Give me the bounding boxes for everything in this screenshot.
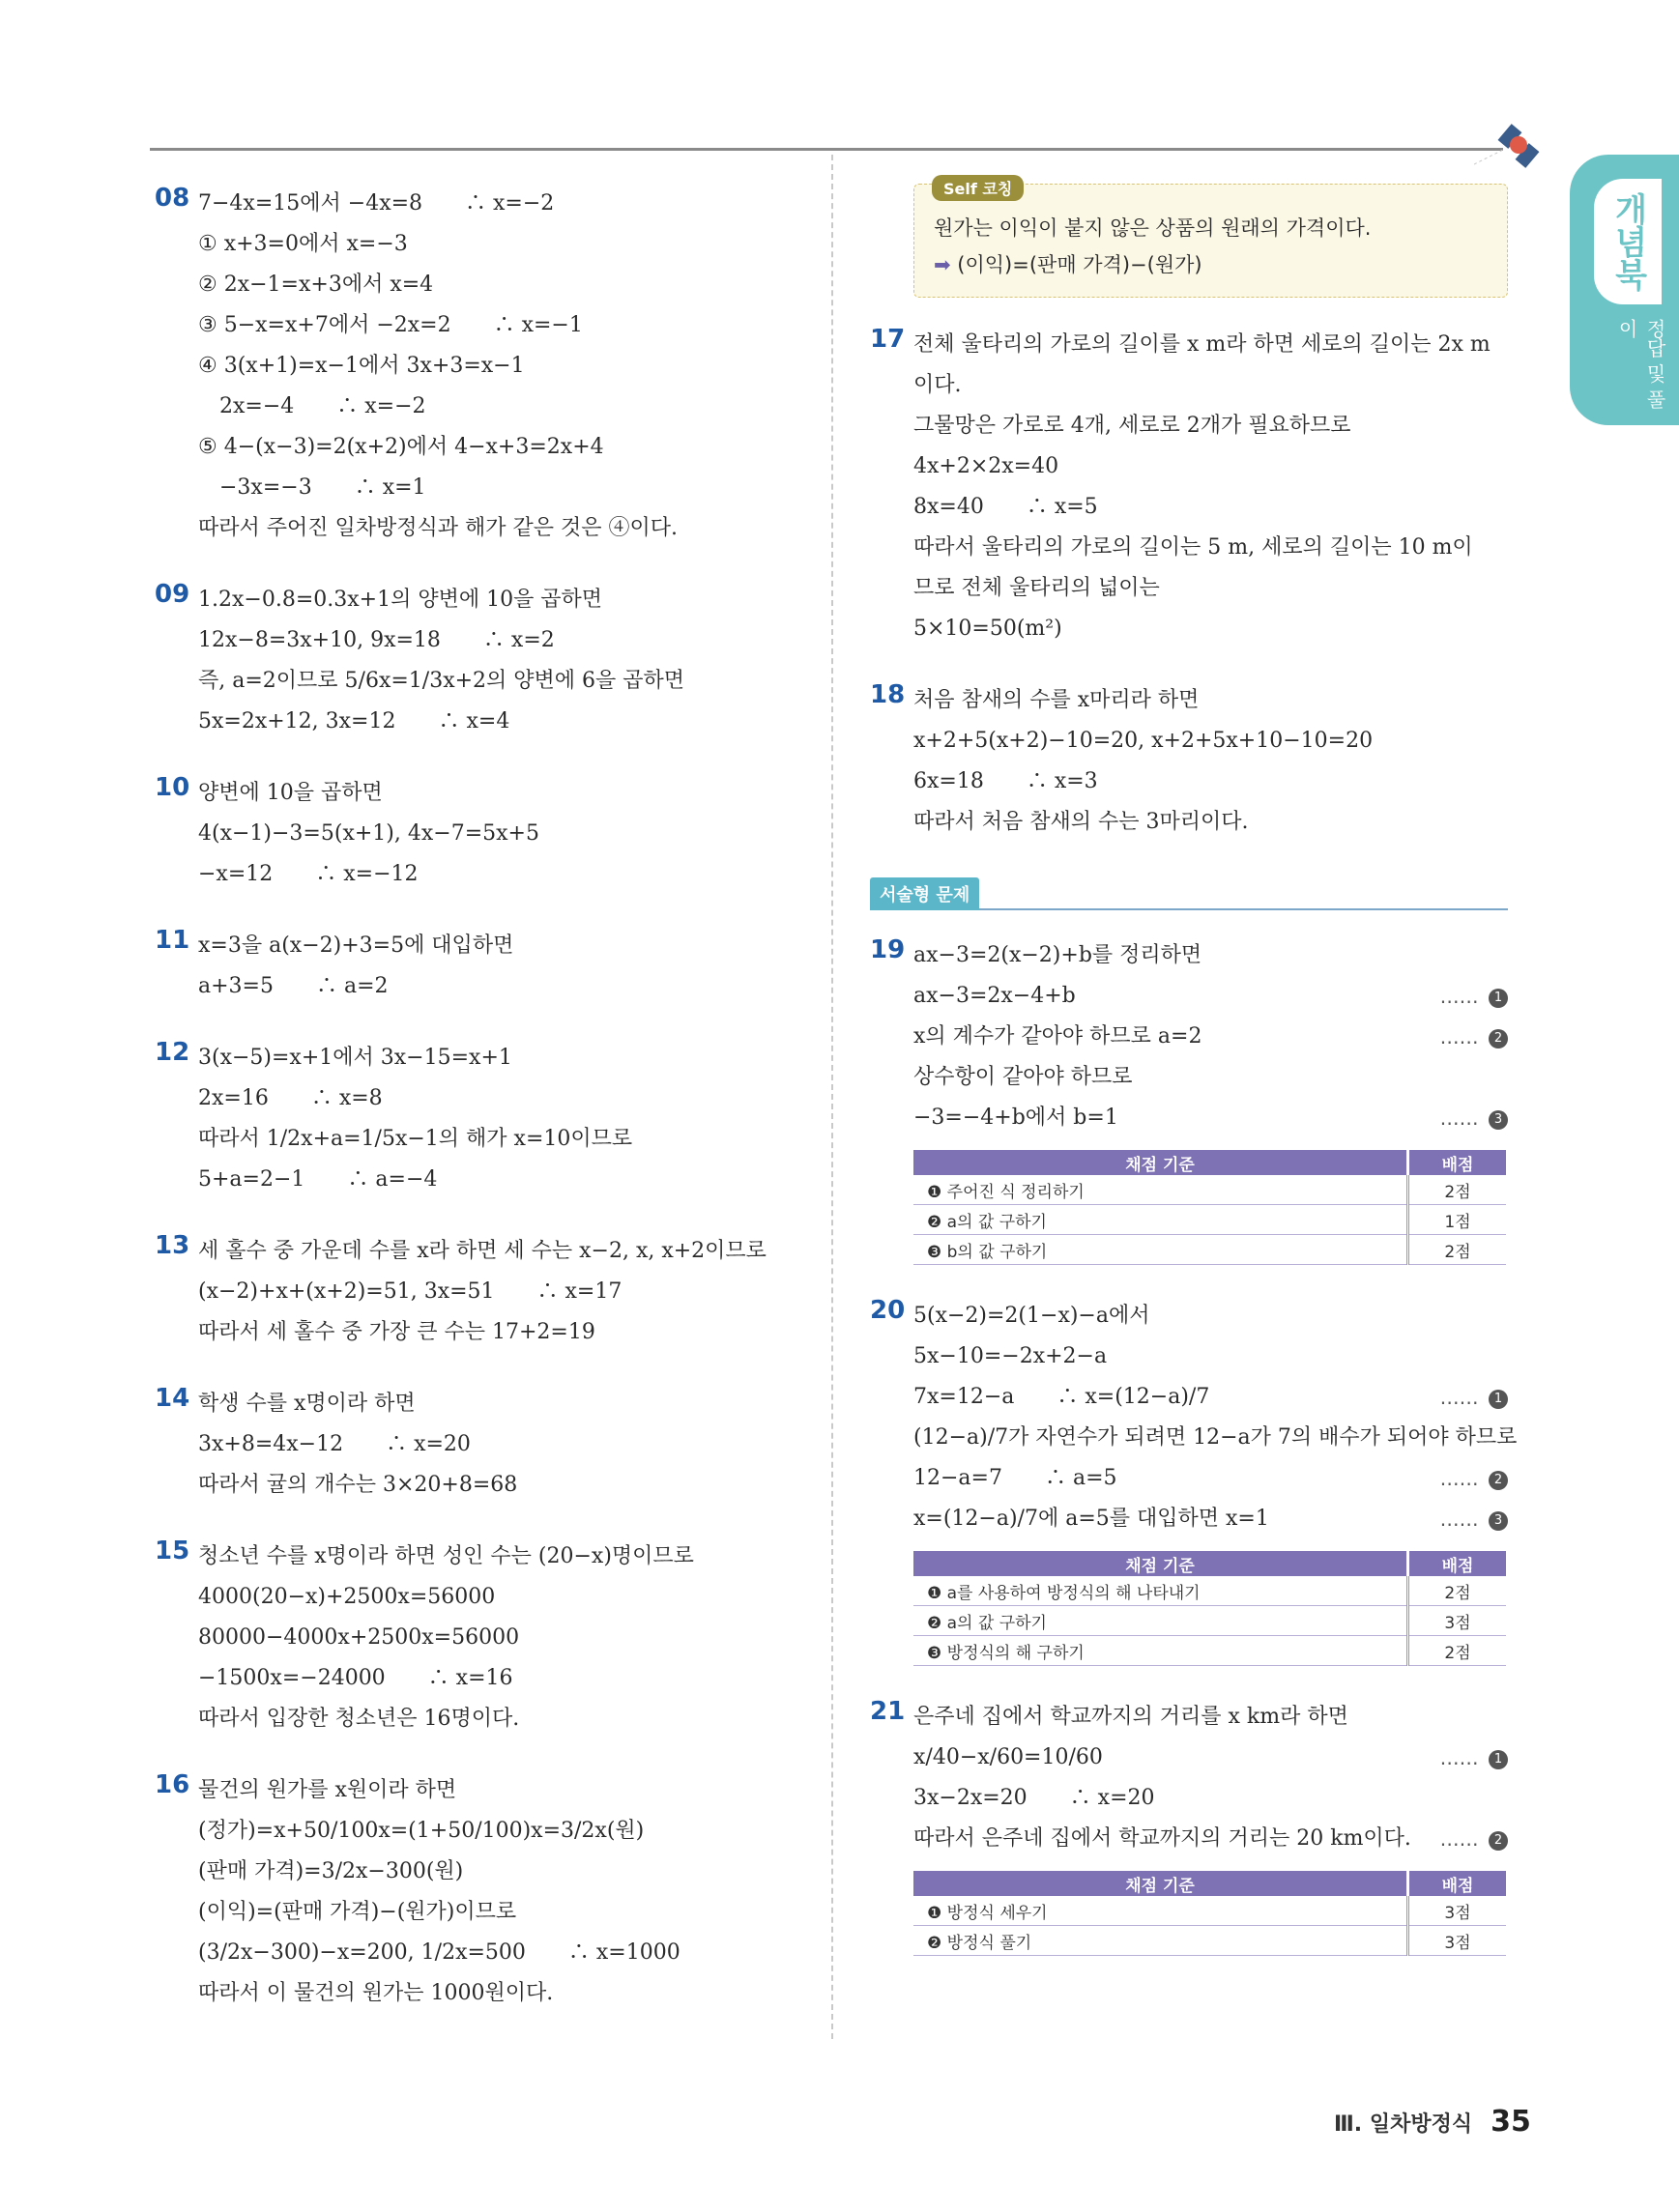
step-number: 1 (1489, 1750, 1508, 1769)
solution-text: x의 계수가 같아야 하므로 a=2 (913, 1024, 1202, 1049)
step-number: 2 (1489, 1029, 1508, 1049)
solution-line: 5x=2x+12, 3x=12 ∴ x=4 (198, 709, 510, 733)
solution-line: a+3=5 ∴ a=2 (198, 974, 389, 998)
solution-line: 6x=18 ∴ x=3 (913, 769, 1098, 793)
solution-line: x=3을 a(x−2)+3=5에 대입하면 (198, 934, 514, 958)
problem (155, 1770, 812, 2014)
solution-line: 4(x−1)−3=5(x+1), 4x−7=5x+5 (198, 821, 539, 846)
solution-line (913, 1738, 1508, 1778)
problem-number: 15 (155, 1537, 190, 1566)
solution-text: 5x−10=−2x+2−a (913, 1344, 1108, 1368)
solution-line: 4000(20−x)+2500x=56000 (198, 1585, 496, 1609)
grading-points: 2점 (1408, 1235, 1507, 1265)
step-number: 1 (1489, 1390, 1508, 1409)
solution-line (913, 1819, 1508, 1859)
step-marker: …… 3 (1440, 1499, 1508, 1539)
grading-criterion: ❷ 방정식 풀기 (913, 1926, 1408, 1956)
solution-line (913, 1336, 1508, 1377)
grading-points: 3점 (1408, 1926, 1507, 1956)
problem-number: 13 (155, 1231, 190, 1260)
problem (870, 325, 1508, 649)
grading-points-header: 배점 (1408, 1150, 1507, 1175)
problem (155, 773, 812, 895)
problem (870, 935, 1508, 1265)
grading-row (913, 1926, 1506, 1956)
self-coaching-formula (934, 246, 1488, 283)
problem-number: 12 (155, 1038, 190, 1067)
step-marker: …… 2 (1440, 1819, 1508, 1859)
grading-row (913, 1576, 1506, 1606)
step-number: 1 (1489, 989, 1508, 1008)
page-number: 35 (1491, 2105, 1531, 2139)
step-number: 3 (1489, 1110, 1508, 1130)
problem (870, 1697, 1508, 1956)
grading-points: 2점 (1408, 1576, 1507, 1606)
solution-line: 따라서 귤의 개수는 3×20+8=68 (198, 1473, 518, 1497)
solution-line: 전체 울타리의 가로의 길이를 x m라 하면 세로의 길이는 2x m (913, 332, 1491, 357)
grading-header-row (913, 1871, 1506, 1896)
solution-line: 3x+8=4x−12 ∴ x=20 (198, 1432, 471, 1456)
grading-points: 2점 (1408, 1175, 1507, 1205)
solution-line: ④ 3(x+1)=x−1에서 3x+3=x−1 (198, 354, 525, 378)
self-coaching-line: 원가는 이익이 붙지 않은 상품의 원래의 가격이다. (934, 216, 1372, 240)
problem-number: 21 (870, 1697, 906, 1726)
solution-text: ax−3=2(x−2)+b를 정리하면 (913, 943, 1202, 967)
right-column (870, 180, 1518, 1987)
step-marker: …… 1 (1440, 1377, 1508, 1418)
solution-text: 은주네 집에서 학교까지의 거리를 x km라 하면 (913, 1705, 1348, 1729)
grading-criterion: ❷ a의 값 구하기 (913, 1205, 1408, 1235)
solution-line: 5×10=50(m²) (913, 617, 1062, 641)
problem-number: 10 (155, 773, 190, 802)
side-tab-section: 정답 및 풀이 (1615, 319, 1666, 409)
solution-line: 세 홀수 중 가운데 수를 x라 하면 세 수는 x−2, x, x+2이므로 (198, 1239, 767, 1263)
solution-line: 물건의 원가를 x원이라 하면 (198, 1778, 457, 1802)
grading-row (913, 1636, 1506, 1666)
step-marker: …… 2 (1440, 1017, 1508, 1057)
solution-line: 학생 수를 x명이라 하면 (198, 1392, 416, 1416)
solution-line: −x=12 ∴ x=−12 (198, 862, 419, 886)
solution-line: 12x−8=3x+10, 9x=18 ∴ x=2 (198, 628, 555, 652)
solution-line: (3/2x−300)−x=200, 1/2x=500 ∴ x=1000 (198, 1940, 680, 1965)
right-problems-b (870, 935, 1518, 1956)
grading-points: 1점 (1408, 1205, 1507, 1235)
step-marker: …… 1 (1440, 976, 1508, 1017)
side-tab (1570, 155, 1679, 425)
problem-number: 18 (870, 680, 906, 709)
grading-row (913, 1175, 1506, 1205)
solution-line (913, 1778, 1508, 1819)
grading-row (913, 1606, 1506, 1636)
solution-line: 따라서 처음 참새의 수는 3마리이다. (913, 810, 1249, 834)
grading-points-header: 배점 (1408, 1551, 1507, 1576)
solution-line (913, 1697, 1508, 1738)
solution-line: 따라서 울타리의 가로의 길이는 5 m, 세로의 길이는 10 m이 (913, 535, 1473, 560)
solution-line (913, 1377, 1508, 1418)
solution-line: −3x=−3 ∴ x=1 (198, 475, 426, 500)
solution-line: 청소년 수를 x명이라 하면 성인 수는 (20−x)명이므로 (198, 1544, 694, 1568)
problem (870, 1296, 1518, 1666)
self-coaching-box (913, 180, 1508, 298)
self-coaching-formula-text: (이익)=(판매 가격)−(원가) (957, 253, 1202, 276)
grading-points: 3점 (1408, 1606, 1507, 1636)
solution-text: ax−3=2x−4+b (913, 984, 1076, 1008)
solution-line (913, 935, 1508, 976)
grading-table (913, 1551, 1506, 1666)
problem-number: 08 (155, 184, 190, 213)
page-footer (1334, 2105, 1531, 2139)
solution-line (913, 1458, 1508, 1499)
step-number: 2 (1489, 1471, 1508, 1490)
grading-criterion: ❶ 주어진 식 정리하기 (913, 1175, 1408, 1205)
section-tag: 서술형 문제 (870, 877, 979, 910)
solution-line: 므로 전체 울타리의 넓이는 (913, 576, 1160, 600)
problem (155, 580, 812, 742)
solution-line: 3(x−5)=x+1에서 3x−15=x+1 (198, 1046, 512, 1070)
step-number: 3 (1489, 1511, 1508, 1531)
step-marker: …… 1 (1440, 1738, 1508, 1778)
problem (155, 184, 812, 549)
problem (155, 1231, 812, 1353)
solution-line: 따라서 주어진 일차방정식과 해가 같은 것은 ④이다. (198, 516, 678, 540)
problem-number: 17 (870, 325, 906, 354)
solution-text: 3x−2x=20 ∴ x=20 (913, 1786, 1155, 1810)
problem (155, 1038, 812, 1200)
grading-row (913, 1205, 1506, 1235)
solution-text: 5(x−2)=2(1−x)−a에서 (913, 1304, 1150, 1328)
solution-line: 7−4x=15에서 −4x=8 ∴ x=−2 (198, 191, 555, 215)
problem-number: 19 (870, 935, 906, 964)
section-bar (870, 874, 1508, 910)
problem (155, 1384, 812, 1506)
solution-text: 12−a=7 ∴ a=5 (913, 1466, 1117, 1490)
grading-points: 2점 (1408, 1636, 1507, 1666)
solution-line (913, 1098, 1508, 1138)
column-divider (831, 155, 833, 2039)
solution-line: 80000−4000x+2500x=56000 (198, 1625, 520, 1650)
grading-row (913, 1896, 1506, 1926)
solution-line: x+2+5(x+2)−10=20, x+2+5x+10−10=20 (913, 729, 1374, 753)
solution-line: (x−2)+x+(x+2)=51, 3x=51 ∴ x=17 (198, 1279, 622, 1304)
problem (155, 1537, 812, 1739)
grading-header-row (913, 1150, 1506, 1175)
solution-line: 8x=40 ∴ x=5 (913, 495, 1098, 519)
solution-line: (이익)=(판매 가격)−(원가)이므로 (198, 1900, 517, 1924)
solution-line: 따라서 이 물건의 원가는 1000원이다. (198, 1981, 554, 2005)
solution-line: 이다. (913, 373, 962, 397)
solution-line (913, 1499, 1508, 1539)
grading-table (913, 1150, 1506, 1265)
left-column (155, 184, 812, 2045)
problem-number: 09 (155, 580, 190, 609)
solution-text: 따라서 은주네 집에서 학교까지의 거리는 20 km이다. (913, 1826, 1411, 1851)
grading-criterion: ❶ a를 사용하여 방정식의 해 나타내기 (913, 1576, 1408, 1606)
grading-header-row (913, 1551, 1506, 1576)
solution-line: −1500x=−24000 ∴ x=16 (198, 1666, 513, 1690)
grading-points-header: 배점 (1408, 1871, 1507, 1896)
solution-line: 따라서 세 홀수 중 가장 큰 수는 17+2=19 (198, 1320, 595, 1344)
step-number: 2 (1489, 1831, 1508, 1851)
solution-line: ① x+3=0에서 x=−3 (198, 232, 408, 256)
grading-criterion: ❸ 방정식의 해 구하기 (913, 1636, 1408, 1666)
grading-criterion: ❸ b의 값 구하기 (913, 1235, 1408, 1265)
solution-line: 양변에 10을 곱하면 (198, 781, 383, 805)
grading-criterion: ❷ a의 값 구하기 (913, 1606, 1408, 1636)
solution-line: 2x=−4 ∴ x=−2 (198, 394, 426, 418)
side-tab-book: 개념북 (1594, 179, 1662, 304)
chapter-title: Ⅲ. 일차방정식 (1334, 2112, 1473, 2137)
solution-line (913, 1296, 1508, 1336)
solution-line (913, 976, 1508, 1017)
solution-text: x=(12−a)/7에 a=5를 대입하면 x=1 (913, 1507, 1269, 1531)
grading-criteria-header: 채점 기준 (913, 1150, 1408, 1175)
solution-line: 5+a=2−1 ∴ a=−4 (198, 1167, 438, 1192)
solution-line: (정가)=x+50/100x=(1+50/100)x=3/2x(원) (198, 1819, 645, 1843)
solution-text: x/40−x/60=10/60 (913, 1745, 1103, 1769)
solution-line: 따라서 입장한 청소년은 16명이다. (198, 1707, 520, 1731)
grading-criteria-header: 채점 기준 (913, 1871, 1408, 1896)
problem (155, 926, 812, 1007)
solution-line (913, 1418, 1518, 1458)
grading-points: 3점 (1408, 1896, 1507, 1926)
solution-line: 1.2x−0.8=0.3x+1의 양변에 10을 곱하면 (198, 588, 603, 612)
solution-line: 4x+2×2x=40 (913, 454, 1059, 478)
solution-line: 따라서 1/2x+a=1/5x−1의 해가 x=10이므로 (198, 1127, 633, 1151)
self-coaching-tag: Self 코칭 (932, 175, 1024, 201)
solution-line: 2x=16 ∴ x=8 (198, 1086, 383, 1110)
solution-text: (12−a)/7가 자연수가 되려면 12−a가 7의 배수가 되어야 하므로 (913, 1425, 1518, 1450)
solution-line: ⑤ 4−(x−3)=2(x+2)에서 4−x+3=2x+4 (198, 435, 604, 459)
solution-line: (판매 가격)=3/2x−300(원) (198, 1859, 464, 1883)
problem-number: 14 (155, 1384, 190, 1413)
solution-line: 처음 참새의 수를 x마리라 하면 (913, 688, 1200, 712)
problem-number: 11 (155, 926, 190, 955)
solution-line (913, 1057, 1508, 1098)
arrow-icon: ➡ (934, 253, 951, 276)
step-marker: …… 3 (1440, 1098, 1508, 1138)
satellite-icon (1474, 116, 1542, 184)
grading-criteria-header: 채점 기준 (913, 1551, 1408, 1576)
solution-text: 7x=12−a ∴ x=(12−a)/7 (913, 1385, 1210, 1409)
problem (870, 680, 1508, 843)
right-problems-a (870, 325, 1508, 843)
solution-line: 그물망은 가로로 4개, 세로로 2개가 필요하므로 (913, 414, 1351, 438)
solution-line: ③ 5−x=x+7에서 −2x=2 ∴ x=−1 (198, 313, 583, 337)
top-rule (150, 148, 1503, 151)
problem-number: 16 (155, 1770, 190, 1799)
grading-row (913, 1235, 1506, 1265)
problem-number: 20 (870, 1296, 906, 1325)
solution-text: 상수항이 같아야 하므로 (913, 1065, 1133, 1089)
grading-criterion: ❶ 방정식 세우기 (913, 1896, 1408, 1926)
step-marker: …… 2 (1440, 1458, 1508, 1499)
solution-line (913, 1017, 1508, 1057)
solution-text: −3=−4+b에서 b=1 (913, 1106, 1118, 1130)
solution-line: 즉, a=2이므로 5/6x=1/3x+2의 양변에 6을 곱하면 (198, 669, 685, 693)
solution-line: ② 2x−1=x+3에서 x=4 (198, 273, 434, 297)
grading-table (913, 1871, 1506, 1956)
